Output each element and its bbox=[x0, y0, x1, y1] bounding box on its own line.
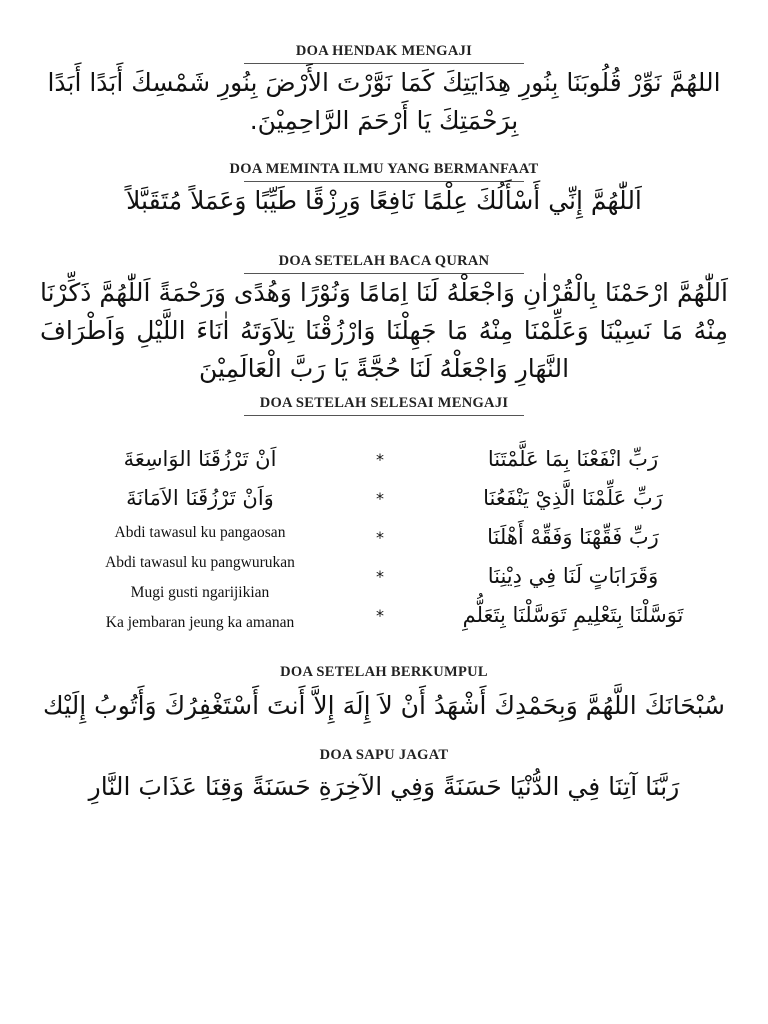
poem-line: رَبِّ فَقِّهْنَا وَفَقِّهْ أَهْلَنَا bbox=[487, 525, 659, 549]
asterisk-separator: * bbox=[376, 489, 384, 508]
poem-left-column bbox=[60, 440, 340, 638]
arabic-prayer-text: اَللّٰهُمَّ إِنِّي أَسْأَلُكَ عِلْمًا نَافِعًا وَرِزْقًا طَيِّبًا وَعَمَلاً مُتَقَبَّلاً bbox=[126, 186, 642, 215]
poem-line: تَوَسَّلْنَا بِتَعْلِيمِ تَوَسَّلْنَا بِتَعَلُّمِ bbox=[462, 603, 684, 627]
section-doa-sapu-jagat bbox=[40, 747, 728, 806]
asterisk-separator: * bbox=[376, 528, 384, 547]
arabic-prayer-text: اَللّٰهُمَّ ارْحَمْنَا بِالْقُرْاٰنِ وَاجْعَلْهُ لَنَا اِمَامًا وَنُوْرًا وَهُدًى وَرَحْمَةً اَللّٰهُمَّ ذَكِّرْنَا مِنْهُ مَا نَسِيْنَا وَعَلِّمْنَا مِنْهُ مَا جَهِلْنَا وَارْزُقْنَا تِلاَوَتَهُ اٰنَاءَ اللَّيْلِ وَاَطْرَافَ النَّهَارِ وَاجْعَلْهُ لَنَا حُجَّةً يَا رَبَّ الْعَالَمِيْنَ bbox=[40, 278, 728, 383]
section-doa-meminta-ilmu bbox=[40, 161, 728, 220]
section-doa-setelah-selesai-mengaji bbox=[40, 395, 728, 416]
translation-line: Ka jembaran jeung ka amanan bbox=[105, 614, 295, 631]
arabic-prayer-text: رَبَّنَا آتِنَا فِي الدُّنْيَا حَسَنَةً وَفِي الآخِرَةِ حَسَنَةً وَقِنَا عَذَابَ النَّارِ bbox=[88, 772, 680, 801]
section-title: DOA SAPU JAGAT bbox=[319, 747, 449, 763]
arabic-prayer-text: اللهُمَّ نَوِّرْ قُلُوبَنَا بِنُورِ هِدَايَتِكَ كَمَا نَوَّرْتَ الأَرْضَ بِنُورِ شَمْسِكَ أَبَدًا أَبَدًا بِرَحْمَتِكَ يَا أَرْحَمَ الرَّاحِمِيْنَ. bbox=[47, 68, 721, 135]
title-underline bbox=[244, 415, 524, 416]
asterisk-separator: * bbox=[376, 567, 384, 586]
translation-line: Abdi tawasul ku pangwurukan bbox=[105, 554, 295, 571]
section-title: DOA SETELAH SELESAI MENGAJI bbox=[259, 395, 509, 411]
poem-separator-column bbox=[360, 440, 400, 635]
arabic-prayer-text: سُبْحَانَكَ اللَّهُمَّ وَبِحَمْدِكَ أَشْهَدُ أَنْ لاَ إِلَهَ إِلاَّ أَنتَ أَسْتَغْفِرُكَ وَأَتُوبُ إِلَيْك bbox=[43, 691, 725, 720]
poem-line: وَاَنْ تَرْزُقَنَا الاَمَانَةَ bbox=[126, 486, 274, 510]
translation-line: Mugi gusti ngarijikian bbox=[130, 584, 270, 601]
section-title: DOA SETELAH BERKUMPUL bbox=[280, 664, 488, 680]
section-doa-setelah-baca-quran bbox=[40, 253, 728, 388]
section-doa-setelah-berkumpul bbox=[40, 664, 728, 725]
asterisk-separator: * bbox=[376, 450, 384, 469]
poem-line: وَقَرَابَاتٍ لَنَا فِي دِيْنِنَا bbox=[487, 564, 659, 588]
asterisk-separator: * bbox=[376, 606, 384, 625]
translation-line: Abdi tawasul ku pangaosan bbox=[114, 524, 286, 541]
section-doa-hendak-mengaji bbox=[40, 43, 728, 140]
poem-line: رَبِّ عَلِّمْنَا الَّذِيْ يَنْفَعُنَا bbox=[483, 486, 663, 510]
section-title: DOA MEMINTA ILMU YANG BERMANFAAT bbox=[229, 161, 539, 177]
poem-right-column bbox=[438, 440, 708, 635]
poem-grid bbox=[60, 440, 708, 650]
section-title: DOA SETELAH BACA QURAN bbox=[278, 253, 490, 269]
poem-line: اَنْ تَرْزُقَنَا الوَاسِعَةَ bbox=[123, 447, 277, 471]
section-title: DOA HENDAK MENGAJI bbox=[295, 43, 473, 59]
poem-line: رَبِّ انْفَعْنَا بِمَا عَلَّمْتَنَا bbox=[487, 447, 659, 471]
